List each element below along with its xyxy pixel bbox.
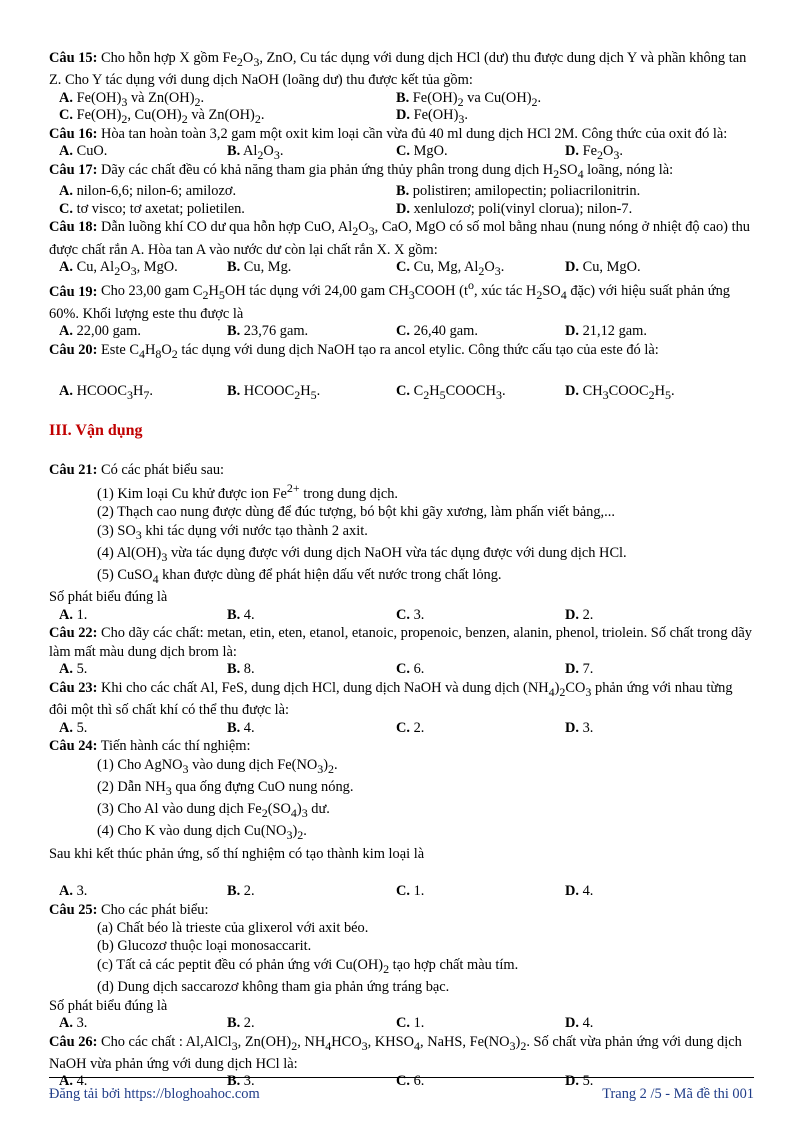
question	[49, 679, 754, 737]
statement: (4) Cho K vào dung dịch $Cu(NO_3)_2$.	[97, 823, 307, 843]
option-letter: D.	[396, 200, 410, 217]
answer-option-d[interactable]	[565, 1015, 593, 1033]
option-letter: A.	[59, 382, 73, 399]
option-text: $Al_2O_3$.	[240, 143, 284, 163]
question-number: Câu 20:	[49, 341, 98, 358]
answer-option-b[interactable]	[227, 259, 291, 277]
option-letter: A.	[59, 259, 73, 276]
page-footer	[49, 1077, 754, 1102]
statement: (3) Cho Al vào dung dịch $Fe_2(SO_4)_3$ dư.	[97, 801, 330, 820]
question-number: Câu 21:	[49, 461, 98, 478]
option-text: 6.	[410, 1073, 425, 1090]
answer-option-c[interactable]	[59, 201, 245, 219]
option-text: 26,40 gam.	[410, 323, 478, 340]
option-letter: B.	[227, 259, 241, 276]
option-text: 5.	[579, 1073, 594, 1090]
answer-option-d[interactable]	[565, 1073, 593, 1091]
question	[49, 125, 754, 161]
option-text: 4.	[579, 883, 594, 900]
answer-option-c[interactable]	[396, 259, 504, 280]
answer-option-a[interactable]	[59, 183, 236, 201]
question-stem	[49, 218, 754, 259]
answer-option-a[interactable]	[59, 259, 178, 280]
option-text: tơ visco; tơ axetat; polietilen.	[73, 200, 245, 217]
option-text: 6.	[410, 661, 425, 678]
option-letter: D.	[565, 883, 579, 900]
answer-options-row	[49, 259, 754, 277]
option-letter: C.	[396, 606, 410, 623]
answer-option-c[interactable]	[59, 107, 264, 128]
option-text: $Fe(OH)_2$ va $Cu(OH)_2$.	[409, 89, 542, 109]
answer-option-c[interactable]	[396, 383, 506, 404]
answer-option-c[interactable]	[396, 661, 424, 679]
option-letter: B.	[396, 183, 410, 200]
option-text: 1.	[73, 606, 88, 623]
question-text: Este $C_4H_8O_2$ tác dụng với dung dịch NaOH tạo ra ancol etylic. Công thức cấu tạo của este đó là:	[97, 341, 659, 361]
option-letter: C.	[396, 259, 410, 276]
option-letter: D.	[565, 1073, 579, 1090]
question-number: Câu 17:	[49, 161, 98, 178]
option-letter: A.	[59, 183, 73, 200]
question-stem	[49, 679, 754, 720]
question-stem	[49, 49, 754, 90]
answer-options-row	[49, 1015, 754, 1033]
question-text: Hòa tan hoàn toàn 3,2 gam một oxit kim loại cần vừa đủ 40 ml dung dịch HCl 2M. Công thức của oxit đó là:	[97, 125, 728, 142]
question-block-2	[49, 461, 754, 1091]
option-text: 5.	[73, 719, 88, 736]
question	[49, 218, 754, 276]
answer-option-a[interactable]	[59, 323, 141, 341]
option-letter: C.	[396, 1014, 410, 1031]
option-letter: A.	[59, 323, 73, 340]
statement: (1) Kim loại Cu khử được ion $Fe^{2+}$ trong dung dịch.	[97, 480, 398, 502]
option-text: xenlulozơ; poli(vinyl clorua); nilon-7.	[410, 200, 633, 217]
statement: (b) Glucozơ thuộc loại monosaccarit.	[97, 938, 312, 955]
answer-options-row	[49, 323, 754, 341]
answer-option-d[interactable]	[396, 107, 468, 128]
question	[49, 161, 754, 218]
option-letter: B.	[227, 323, 241, 340]
option-text: 4.	[73, 1073, 88, 1090]
question-prompt: Số phát biểu đúng là	[49, 997, 168, 1014]
question-number: Câu 22:	[49, 625, 98, 642]
answer-option-b[interactable]	[227, 661, 255, 679]
answer-option-b[interactable]	[396, 183, 640, 201]
question-prompt: Sau khi kết thúc phản ứng, số thí nghiệm có tạo thành kim loại là	[49, 845, 425, 862]
option-letter: B.	[227, 382, 241, 399]
answer-option-d[interactable]	[565, 883, 593, 901]
option-text: 1.	[410, 1014, 425, 1031]
question	[49, 737, 754, 901]
answer-options-row	[49, 107, 754, 125]
question-number: Câu 15:	[49, 50, 98, 66]
answer-option-a[interactable]	[59, 883, 87, 901]
answer-option-a[interactable]	[59, 607, 87, 625]
option-letter: C.	[396, 719, 410, 736]
question-block-1	[49, 49, 754, 401]
option-text: $CH_3COOC_2H_5$.	[579, 382, 675, 402]
option-text: 21,12 gam.	[579, 323, 647, 340]
option-text: $C_2H_5COOCH_3$.	[410, 382, 506, 402]
option-letter: C.	[396, 323, 410, 340]
statement: (2) Dẫn $NH_3$ qua ống đựng CuO nung nóng.	[97, 778, 354, 798]
footer-source-link[interactable]: Đăng tải bởi https://bloghoahoc.com	[49, 1086, 260, 1102]
answer-option-c[interactable]	[396, 1073, 424, 1091]
question-number: Câu 16:	[49, 125, 98, 142]
option-text: nilon-6,6; nilon-6; amilozơ.	[73, 183, 237, 200]
answer-options-row	[49, 90, 754, 108]
option-text: 4.	[579, 1014, 594, 1031]
option-text: 3.	[73, 883, 88, 900]
section-title: III. Vận dụng	[49, 421, 143, 439]
option-letter: C.	[396, 382, 410, 399]
option-text: 3.	[73, 1014, 88, 1031]
question	[49, 1033, 754, 1091]
option-text: 4.	[240, 719, 255, 736]
answer-option-b[interactable]	[227, 1015, 255, 1033]
option-letter: D.	[565, 1014, 579, 1031]
option-text: 8.	[240, 661, 255, 678]
option-letter: A.	[59, 661, 73, 678]
option-text: $Fe_2O_3$.	[579, 143, 624, 163]
option-text: $Fe(OH)_2$, $Cu(OH)_2$ và $Zn(OH)_2$.	[73, 107, 265, 127]
option-letter: D.	[565, 323, 579, 340]
option-text: 3.	[240, 1073, 255, 1090]
statement: (a) Chất béo là trieste của glixerol với axit béo.	[97, 920, 369, 937]
exam-page	[49, 49, 754, 1091]
option-letter: A.	[59, 719, 73, 736]
answer-option-c[interactable]	[396, 323, 478, 341]
option-text: 2.	[410, 719, 425, 736]
answer-option-a[interactable]	[59, 720, 87, 738]
question	[49, 901, 754, 1033]
statement: (1) Cho AgNO$_3$ vào dung dịch $Fe(NO_3)_2$.	[97, 756, 338, 776]
answer-options-row	[49, 607, 754, 625]
option-letter: A.	[59, 606, 73, 623]
option-letter: C.	[59, 107, 73, 124]
spacer	[49, 363, 754, 383]
answer-option-a[interactable]	[59, 143, 107, 161]
option-letter: D.	[396, 107, 410, 124]
option-text: Cu, $Al_2O_3$, MgO.	[73, 259, 178, 278]
question-number: Câu 23:	[49, 679, 98, 696]
statement: (4) $Al(OH)_3$ vừa tác dụng được với dung dịch NaOH vừa tác dụng được với dung dịch HCl.	[97, 544, 627, 564]
option-text: 22,00 gam.	[73, 323, 141, 340]
option-letter: B.	[227, 661, 241, 678]
option-letter: B.	[227, 719, 241, 736]
question-text: Dãy các chất đều có khả năng tham gia phản ứng thủy phân trong dung dịch $H_2SO_4$ loãng, nóng là:	[97, 161, 674, 181]
question	[49, 49, 754, 125]
answer-option-c[interactable]	[396, 607, 424, 625]
question	[49, 461, 754, 625]
answer-option-d[interactable]	[565, 259, 641, 277]
question-stem	[49, 161, 754, 183]
question-stem	[49, 737, 754, 755]
question-text: Cho 23,00 gam $C_2H_5OH$ tác dụng với 24,00 gam $CH_3COOH$ ($t^o$, xúc tác $H_2SO_4$ đặc) với hiệu suất phản ứng 60%. Khối lượng este thu được là	[49, 278, 730, 322]
statement: (2) Thạch cao nung được dùng để đúc tượng, bó bột khi gãy xương, làm phấn viết bảng,...	[97, 504, 615, 521]
option-text: CuO.	[73, 143, 108, 160]
option-letter: C.	[396, 661, 410, 678]
answer-options-row	[49, 201, 754, 219]
answer-option-a[interactable]	[59, 1015, 87, 1033]
option-letter: B.	[227, 1073, 241, 1090]
question	[49, 341, 754, 401]
option-letter: D.	[565, 719, 579, 736]
spacer	[49, 863, 754, 883]
option-letter: D.	[565, 606, 579, 623]
option-text: 23,76 gam.	[240, 323, 309, 340]
question-stem	[49, 624, 754, 661]
option-text: Cu, Mg, $Al_2O_3$.	[410, 259, 505, 278]
question-number: Câu 26:	[49, 1033, 98, 1050]
question-number: Câu 19:	[49, 283, 98, 300]
option-letter: B.	[227, 883, 241, 900]
answer-option-d[interactable]	[565, 607, 593, 625]
answer-option-d[interactable]	[565, 143, 623, 164]
option-letter: D.	[565, 259, 579, 276]
option-letter: A.	[59, 1073, 73, 1090]
option-letter: C.	[396, 883, 410, 900]
question-text: Khi cho các chất Al, FeS, dung dịch HCl, dung dịch NaOH và dung dịch $(NH_4)_2CO_3$ phản ứng với nhau từng đôi một thì số chất khí có thể thu được là:	[49, 679, 733, 719]
option-text: MgO.	[410, 143, 448, 160]
question-stem	[49, 341, 754, 363]
answer-option-c[interactable]	[396, 1015, 424, 1033]
answer-option-d[interactable]	[565, 720, 593, 738]
option-text: $Fe(OH)_3$.	[410, 107, 468, 127]
question-text: Cho các phát biểu:	[97, 901, 209, 918]
answer-options-row	[49, 883, 754, 901]
answer-option-c[interactable]	[396, 143, 448, 161]
statement: (3) $SO_3$ khi tác dụng với nước tạo thành 2 axit.	[97, 522, 368, 542]
option-letter: A.	[59, 883, 73, 900]
question-text: Cho dãy các chất: metan, etin, eten, etanol, etanoic, propenoic, benzen, alanin, phenol, triolein. Số chất trong dãy làm mất màu dung dịch brom là:	[49, 625, 752, 660]
answer-options-row	[49, 143, 754, 161]
question	[49, 277, 754, 341]
answer-options-row	[49, 661, 754, 679]
option-letter: B.	[396, 89, 410, 106]
answer-option-d[interactable]	[565, 383, 675, 404]
answer-option-d[interactable]	[396, 201, 632, 219]
option-text: 2.	[240, 1014, 255, 1031]
question-text: Dẫn luồng khí CO dư qua hỗn hợp CuO, $Al_2O_3$, CaO, MgO có số mol bằng nhau (nung nóng ở nhiệt độ cao) thu được chất rắn A. Hòa tan A vào nước dư còn lại chất rắn X. X gồm:	[49, 219, 750, 258]
option-text: polistiren; amilopectin; poliacrilonitrin.	[409, 183, 641, 200]
answer-option-a[interactable]	[59, 661, 87, 679]
option-letter: D.	[565, 661, 579, 678]
option-text: $Fe(OH)_3$ và $Zn(OH)_2$.	[73, 89, 205, 109]
question-text: Cho các chất : Al,AlCl$_3$, $Zn(OH)_2$, $NH_4HCO_3$, $KHSO_4$, NaHS, $Fe(NO_3)_2$. Số chất vừa phản ứng với dung dịch NaOH vừa phản ứng với dung dịch HCl là:	[49, 1033, 742, 1072]
option-letter: D.	[565, 143, 579, 160]
question-number: Câu 24:	[49, 738, 98, 755]
answer-option-c[interactable]	[396, 720, 424, 738]
option-text: 2.	[579, 606, 594, 623]
option-text: $HCOOC_2H_5$.	[240, 382, 321, 402]
question-number: Câu 25:	[49, 901, 98, 918]
answer-option-b[interactable]	[227, 720, 255, 738]
answer-options-row	[49, 183, 754, 201]
question-text: Tiến hành các thí nghiệm:	[97, 738, 251, 755]
question-text: Có các phát biểu sau:	[97, 461, 225, 478]
option-text: Cu, Mg.	[240, 259, 292, 276]
answer-option-b[interactable]	[227, 383, 320, 404]
question-number: Câu 18:	[49, 219, 98, 236]
answer-option-b[interactable]	[227, 883, 255, 901]
option-text: $HCOOC_3H_7$.	[73, 382, 153, 402]
option-letter: C.	[396, 143, 410, 160]
option-letter: B.	[227, 606, 241, 623]
option-letter: A.	[59, 143, 73, 160]
option-text: Cu, MgO.	[579, 259, 641, 276]
question-stem	[49, 901, 754, 919]
answer-option-a[interactable]	[59, 383, 153, 404]
question-stem	[49, 277, 754, 323]
statement: (d) Dung dịch saccarozơ không tham gia phản ứng tráng bạc.	[97, 979, 450, 996]
answer-option-d[interactable]	[565, 323, 647, 341]
option-letter: B.	[227, 1014, 241, 1031]
question	[49, 624, 754, 678]
option-letter: C.	[396, 1073, 410, 1090]
option-letter: D.	[565, 382, 579, 399]
answer-option-b[interactable]	[227, 143, 283, 164]
question-stem	[49, 461, 754, 479]
option-text: 3.	[579, 719, 594, 736]
question-prompt: Số phát biểu đúng là	[49, 589, 168, 606]
option-text: 5.	[73, 661, 88, 678]
answer-option-b[interactable]	[227, 607, 255, 625]
option-text: 2.	[240, 883, 255, 900]
option-letter: A.	[59, 1014, 73, 1031]
option-text: 1.	[410, 883, 425, 900]
option-letter: C.	[59, 200, 73, 217]
answer-options-row	[49, 383, 754, 401]
statement: (c) Tất cả các peptit đều có phản ứng với $Cu(OH)_2$ tạo hợp chất màu tím.	[97, 956, 519, 976]
question-text: Cho hỗn hợp X gồm $Fe_2O_3$, ZnO, Cu tác dụng với dung dịch HCl (dư) thu được dung dịch Y và phần không tan Z. Cho Y tác dụng với dung dịch NaOH (loãng dư) thu được kết tủa gồm:	[49, 50, 747, 89]
question-stem	[49, 1033, 754, 1074]
answer-options-row	[49, 720, 754, 738]
answer-option-b[interactable]	[227, 323, 308, 341]
statement: (5) CuSO$_4$ khan được dùng để phát hiện dấu vết nước trong chất lỏng.	[97, 567, 502, 587]
footer-page-number: Trang 2 /5 - Mã đề thi 001	[602, 1086, 754, 1102]
option-text: 4.	[240, 606, 255, 623]
option-letter: B.	[227, 143, 241, 160]
option-text: 7.	[579, 661, 594, 678]
answer-option-c[interactable]	[396, 883, 424, 901]
option-text: 3.	[410, 606, 425, 623]
answer-option-d[interactable]	[565, 661, 593, 679]
option-letter: A.	[59, 89, 73, 106]
